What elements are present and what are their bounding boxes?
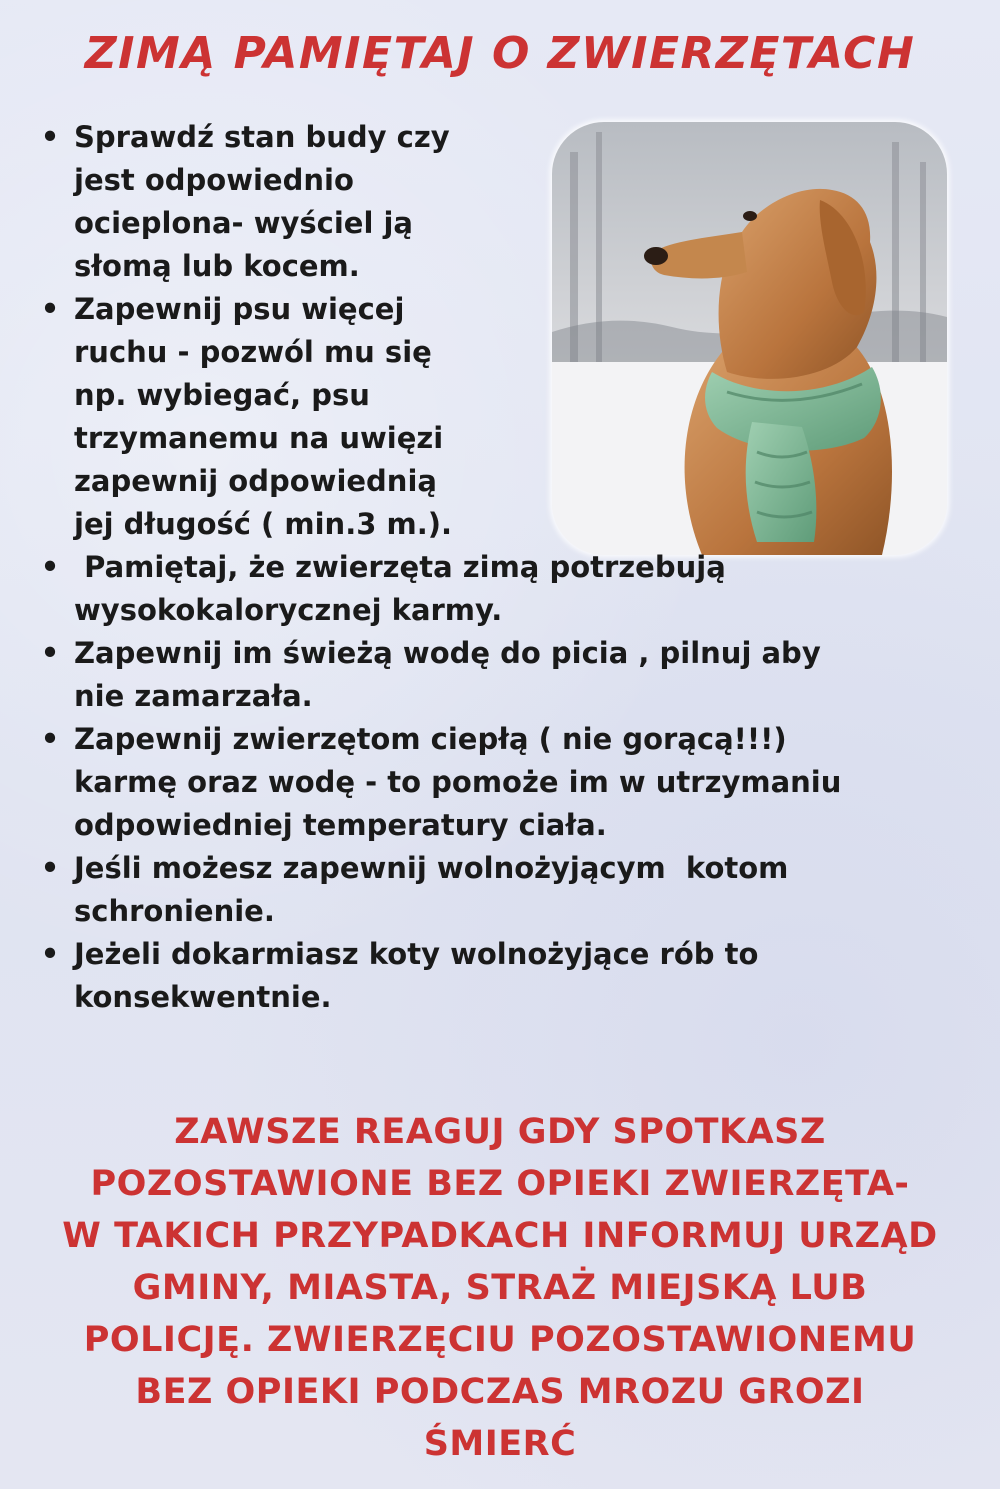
warning-line: W TAKICH PRZYPADKACH INFORMUJ URZĄD: [62, 1216, 938, 1256]
list-item: [34, 288, 544, 546]
tip-line: schronienie.: [74, 894, 275, 928]
tip-line: jej długość ( min.3 m.).: [74, 507, 452, 541]
list-item: [34, 718, 974, 847]
bullet: •: [40, 722, 60, 756]
bullet: •: [40, 120, 60, 154]
warning-line: ŚMIERĆ: [423, 1424, 577, 1464]
warning-line: POLICJĘ. ZWIERZĘCIU POZOSTAWIONEMU: [83, 1320, 917, 1360]
warning-line: ZAWSZE REAGUJ GDY SPOTKASZ: [174, 1112, 826, 1152]
list-item: [34, 632, 974, 718]
tip-line: np. wybiegać, psu: [74, 378, 370, 412]
tip-line: Sprawdź stan budy czy: [74, 120, 450, 154]
tip-line: karmę oraz wodę - to pomoże im w utrzymaniu: [74, 765, 842, 799]
tip-line: Zapewnij im świeżą wodę do picia , pilnuj aby: [74, 636, 821, 670]
list-item: [34, 847, 974, 933]
warning-line: POZOSTAWIONE BEZ OPIEKI ZWIERZĘTA-: [90, 1164, 910, 1204]
tip-line: wysokokalorycznej karmy.: [74, 593, 503, 627]
list-item: [34, 116, 544, 288]
tip-line: ocieplona- wyściel ją: [74, 206, 413, 240]
tip-line: Jeżeli dokarmiasz koty wolnożyjące rób to: [74, 937, 759, 971]
warning-text: [30, 1106, 970, 1470]
bullet: •: [40, 550, 60, 584]
tip-line: Zapewnij zwierzętom ciepłą ( nie gorącą!!!): [74, 722, 787, 756]
tip-line: Zapewnij psu więcej: [74, 292, 405, 326]
bullet: •: [40, 851, 60, 885]
warning-line: BEZ OPIEKI PODCZAS MROZU GROZI: [135, 1372, 865, 1412]
tip-line: zapewnij odpowiednią: [74, 464, 437, 498]
tip-line: słomą lub kocem.: [74, 249, 360, 283]
bullet: •: [40, 636, 60, 670]
tips-list: [34, 116, 974, 1019]
tip-line: odpowiedniej temperatury ciała.: [74, 808, 607, 842]
tip-line: trzymanemu na uwięzi: [74, 421, 444, 455]
tip-line: nie zamarzała.: [74, 679, 313, 713]
tip-line: ruchu - pozwól mu się: [74, 335, 432, 369]
tip-line: konsekwentnie.: [74, 980, 332, 1014]
tip-line: jest odpowiednio: [74, 163, 354, 197]
tip-line: Jeśli możesz zapewnij wolnożyjącym kotom: [74, 851, 789, 885]
list-item: [34, 933, 974, 1019]
tip-line: Pamiętaj, że zwierzęta zimą potrzebują: [74, 550, 726, 584]
bullet: •: [40, 937, 60, 971]
page-title: ZIMĄ PAMIĘTAJ O ZWIERZĘTACH: [84, 28, 916, 79]
list-item: [34, 546, 974, 632]
warning-line: GMINY, MIASTA, STRAŻ MIEJSKĄ LUB: [132, 1268, 868, 1308]
bullet: •: [40, 292, 60, 326]
